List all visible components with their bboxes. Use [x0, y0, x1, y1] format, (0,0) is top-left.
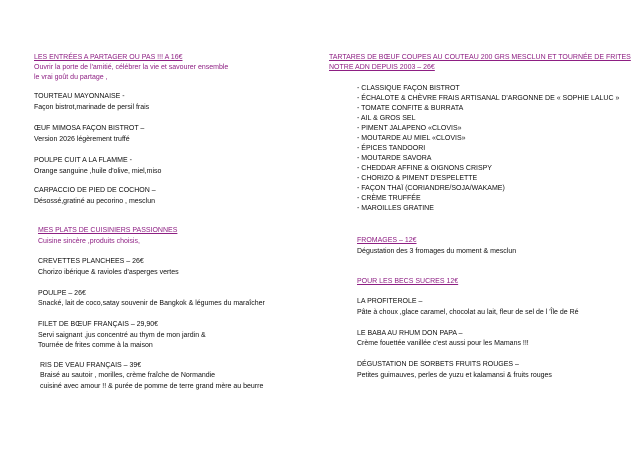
- tartare-item: - ÉCHALOTE & CHÈVRE FRAIS ARTISANAL D'ARGONNE DE « SOPHIE LALUC »: [357, 95, 620, 102]
- dish-name: CREVETTES PLANCHEES – 26€: [38, 258, 144, 265]
- entrees-intro: le vrai goût du partage ,: [34, 74, 108, 81]
- dessert-description: Pâte à choux ,glace caramel, chocolat au lait, fleur de sel de l 'Île de Ré: [357, 309, 579, 316]
- dish-description: Servi saignant ,jus concentré au thym de mon jardin &: [38, 332, 206, 339]
- dish-description: Version 2026 légèrement truffé: [34, 136, 130, 143]
- dish-name: TOURTEAU MAYONNAISE -: [34, 93, 125, 100]
- tartare-item: - AIL & GROS SEL: [357, 115, 416, 122]
- plats-intro: Cuisine sincère ,produits choisis,: [38, 238, 140, 245]
- tartare-item: - CHORIZO & PIMENT D'ESPELETTE: [357, 175, 478, 182]
- dish-description: Tournée de frites comme à la maison: [38, 342, 153, 349]
- dish-description: Orange sanguine ,huile d'olive, miel,miso: [34, 168, 162, 175]
- tartare-item: - ÉPICES TANDOORI: [357, 145, 426, 152]
- dish-description: cuisiné avec amour !! & purée de pomme de terre grand mère au beurre: [40, 383, 264, 390]
- fromages-description: Dégustation des 3 fromages du moment & mesclun: [357, 248, 517, 255]
- tartare-item: - MOUTARDE SAVORA: [357, 155, 432, 162]
- tartare-item: - CLASSIQUE FAÇON BISTROT: [357, 85, 460, 92]
- tartares-heading: TARTARES DE BŒUF COUPES AU COUTEAU 200 GRS MESCLUN ET TOURNÉE DE FRITES: [329, 54, 631, 61]
- tartare-item: - MOUTARDE AU MIEL «CLOVIS»: [357, 135, 466, 142]
- dish-description: Désossé,gratiné au pecorino , mesclun: [34, 198, 156, 205]
- tartare-item: - PIMENT JALAPENO «CLOVIS»: [357, 125, 462, 132]
- dessert-name: DÉGUSTATION DE SORBETS FRUITS ROUGES –: [357, 361, 519, 368]
- tartare-item: - TOMATE CONFITE & BURRATA: [357, 105, 464, 112]
- dish-name: ŒUF MIMOSA FAÇON BISTROT –: [34, 125, 145, 132]
- tartare-item: - FAÇON THAÏ (CORIANDRE/SOJA/WAKAME): [357, 185, 505, 192]
- tartare-item: - CHEDDAR AFFINE & OIGNONS CRISPY: [357, 165, 492, 172]
- tartare-item: - MAROILLES GRATINE: [357, 205, 434, 212]
- entrees-intro: Ouvrir la porte de l'amitié, célébrer la vie et savourer ensemble: [34, 64, 229, 71]
- dessert-name: LE BABA AU RHUM DON PAPA –: [357, 330, 463, 337]
- dish-name: POULPE CUIT A LA FLAMME -: [34, 157, 132, 164]
- dish-name: POULPE – 26€: [38, 290, 86, 297]
- entrees-heading: LES ENTRÉES A PARTAGER OU PAS !!! A 16€: [34, 54, 183, 61]
- desserts-heading: POUR LES BECS SUCRES 12€: [357, 278, 459, 285]
- tartare-item: - CRÈME TRUFFÉE: [357, 195, 421, 202]
- dish-name: CARPACCIO DE PIED DE COCHON –: [34, 187, 156, 194]
- dessert-description: Petites guimauves, perles de yuzu et kalamansi & fruits rouges: [357, 372, 552, 379]
- dish-name: RIS DE VEAU FRANÇAIS – 39€: [40, 362, 142, 369]
- dish-description: Chorizo ibérique & ravioles d'asperges vertes: [38, 269, 179, 276]
- fromages-heading: FROMAGES – 12€: [357, 237, 417, 244]
- tartares-heading: NOTRE ADN DEPUIS 2003 – 26€: [329, 64, 435, 71]
- dish-name: FILET DE BŒUF FRANÇAIS – 29,90€: [38, 321, 159, 328]
- dish-description: Façon bistrot,marinade de persil frais: [34, 104, 150, 111]
- dessert-name: LA PROFITEROLE –: [357, 298, 423, 305]
- plats-heading: MES PLATS DE CUISINIERS PASSIONNES: [38, 227, 178, 234]
- dish-description: Snacké, lait de coco,satay souvenir de Bangkok & légumes du maraîcher: [38, 300, 265, 307]
- dessert-description: Crème fouettée vanillée c'est aussi pour les Mamans !!!: [357, 340, 529, 347]
- dish-description: Braisé au sautoir , morilles, crème fraîche de Normandie: [40, 372, 216, 379]
